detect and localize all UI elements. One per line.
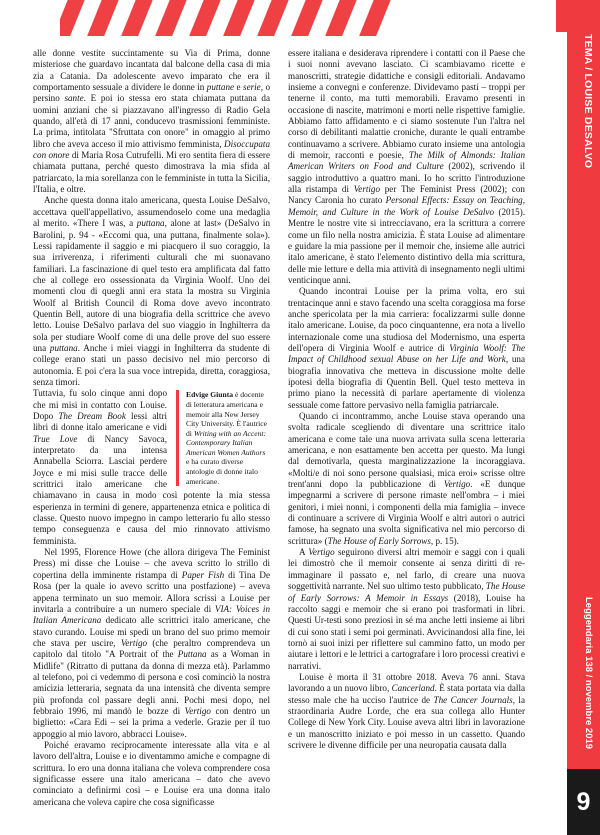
author-bio-box — [176, 390, 270, 486]
paragraph: Anche questa donna italo americana, questa Louise DeSalvo, accettava quell'appellativo, assumendoselo come una medaglia al merito. «There I was, a puttana, alone at last» (DeSalvo in Barolini, p. 94 - «Eccomi qua, una puttana, finalmente sola»). Lessi rapidamente il saggio e mi piacquero il suo coraggio, la sua irriverenza, i riferimenti culturali che mi suonavano familiari. La fascinazione di quel testo era amplificata dal fatto che al college ero ossessionata da Virginia Woolf. Uno dei momenti clou di quegli anni era stata la mostra su Virginia Woolf al British Council di Roma dove avevo incontrato Quentin Bell, autore di una biografia della scrittrice che avevo letto. Louise DeSalvo parlava del suo viaggio in Inghilterra da sola per studiare Woolf come di una delle prove del suo essere una puttana. Anche i miei viaggi in Inghilterra da studente di college erano stati un passo decisivo nel mio percorso di autonomia. E poi c'era la sua voce intrepida, diretta, coraggiosa, senza timori. — [33, 195, 270, 387]
paragraph: Louise è morta il 31 ottobre 2018. Aveva 76 anni. Stava lavorando a un nuovo libro, Cancerland. È stata portata via dalla stesso male che ha ucciso l'autrice de The Cancer Journals, la straordinaria Audre Lorde, che era sua collega allo Hunter College di New York City. Louise aveva altri libri in lavorazione e un manoscritto iniziato e poi messo in un cassetto. Quando scrivere le divenne difficile per una neuropatia causata dalla — [288, 671, 526, 750]
section-label: TEMA / LOUISE DESALVO — [582, 34, 594, 169]
paragraph: Tuttavia, fu solo cinque anni dopo che mi misi in contatto con Louise. Dopo The Dream Book lessi altri libri di donne italo americane e vidi True Love di Nancy Savoca, interpretato da una intensa Annabella Sciorra. Lasciai perdere Joyce e mi misi sulle tracce delle scrittrici italo americane che chiamavano in causa in modo così potente la mia stessa esperienza in termini di genere, appartenenza etnica e politica di classe. Questo nuovo impegno in campo letterario fu allo stesso tempo conseguenza e causa del mio rinnovato attivismo femminista. — [33, 388, 270, 546]
left-column — [33, 48, 270, 807]
paragraph: Poiché eravamo reciprocamente interessate alla vita e al lavoro dell'altra, Louise e io diventammo amiche e compagne di scrittura. Io ero una donna italiana che voleva comprendere cosa significasse essere una italo americana – dato che avevo cominciato a definirmi così – e Louise era una donna italo americana che voleva capire che cosa significasse — [33, 739, 270, 807]
paragraph: Quando ci incontrammo, anche Louise stava operando una svolta radicale scegliendo di diventare una scrittrice italo americana e come tale una nuova arrivata sulla scena letteraria americana, e non esattamente ben accetta per questo. Ma lungi dal demotivarla, questa marginalizzazione la incoraggiava. «Molti/e di noi sono persone qualsiasi, mica eroi» scrisse oltre trent'anni dopo la pubblicazione di Vertigo. «E dunque impegnarmi a scrivere di persone rimaste nell'ombra – i miei genitori, i miei nonni, i componenti della mia famiglia – invece di continuare a scrivere di Virginia Woolf e altri autori o autrici famose, ha segnato una svolta significativa nel mio percorso di scrittura» (The House of Early Sorrows, p. 15). — [288, 411, 525, 546]
issue-label: Leggendaria 138 / novembre 2019 — [583, 596, 594, 749]
paragraph: alle donne vestite succintamente su Via di Prima, donne misteriose che guardavo incantata dal balcone della casa di mia zia a Catania. Da adolescente avevo imparato che era il comportamento sessuale a dividere le donne in puttane e serie, o persino sante. E poi io stessa ero stata chiamata puttana da uomini anziani che si piazzavano all'ingresso di Radio Gela quando, all'età di 17 anni, conducevo trasmissioni femministe. La prima, intitolata "Sfruttata con onore" in omaggio al primo libro che aveva acceso il mio attivismo femminista, Disoccupata con onore di Maria Rosa Cutrufelli. Mi ero sentita fiera di essere chiamata puttana, perché questo dimostrava la mia sfida al patriarcato, la mia sorellanza con le femministe in tutta la Sicilia, l'Italia, e oltre. — [33, 48, 270, 195]
article-body — [33, 48, 526, 807]
paragraph: Nel 1995, Florence Howe (che allora dirigeva The Feminist Press) mi disse che Louise – che aveva scritto lo strillo di copertina della imminente ristampa di Paper Fish di Tina De Rosa (per la quale io avevo scritto una postfazione) – aveva appena terminato un suo memoir. Allora scrissi a Louise per invitarla a contribuire a un numero speciale di VIA: Voices in Italian Americana dedicato alle scrittrici italo americane, che stavo curando. Louise mi spedì un brano del suo primo memoir che stava per uscire, Vertigo (che peraltro comprendeva un capitolo dal titolo "A Portrait of the Puttana as a Woman in Midlife" (Ritratto di puttana da donna di mezza età). Parlammo al telefono, poi ci vedemmo di persona e così cominciò la nostra amicizia letteraria, segnata da una intensità che diventa sempre più profonda col passare degli anni. Pochi mesi dopo, nel febbraio 1996, mi mandò le bozze di Vertigo con dentro un biglietto: «Cara Edi – sei la prima a vederle. Grazie per il tuo appoggio al mio lavoro, abbracci Louise». — [33, 547, 270, 739]
right-column — [288, 48, 525, 800]
paragraph: essere italiana e desiderava riprendere i contatti con il Paese che i suoi nonni avevano lasciato. Ci scambiavamo ricette e manoscritti, strategie didattiche e consigli editoriali. Andavamo insieme a convegni e conferenze. Dividevamo pasti – troppi per tenerne il conto, ma tutti memorabili. Eravamo presenti in occasione di nascite, matrimoni e morti nelle rispettive famiglie. Abbiamo fatto affidamento e ci siamo sostenute l'un l'altra nel corso di debilitanti malattie croniche, durante le quali entrambe continuavamo a scrivere. Abbiamo curato insieme una antologia di memoir, racconti e poesie, The Milk of Almonds: Italian American Writers on Food and Culture (2002), scrivendo il saggio introduttivo a quattro mani. Io ho scritto l'introduzione alla ristampa di Vertigo per The Feminist Press (2002); con Nancy Caronia ho curato Personal Effects: Essay on Teaching, Memoir, and Culture in the Work of Louise DeSalvo (2015). Mentre le nostre vite si intrecciavano, era la scrittura a correre come un filo nella nostra amicizia. È stata Louise ad alimentare e guidare la mia passione per il memoir che, insieme alle autrici italo americane, è stato l'elemento distintivo della mia scrittura, delle mie letture e della mia attività di insegnamento negli ultimi venticinque anni. — [288, 48, 525, 285]
author-bio-text: Edvige Giunta è docente di letteratura americana e memoir alla New Jersey City University. È l'autrice di Writing with an Accent: Contemporary Italian American Women Authors e ha curato diverse antologie di donne italo americane. — [186, 390, 268, 486]
rail-white-gap — [556, 32, 567, 792]
decorative-stripes — [60, 0, 400, 36]
rail-top-accent — [556, 0, 567, 32]
page-number: 9 — [567, 769, 600, 835]
paragraph: A Vertigo seguirono diversi altri memoir e saggi con i quali lei dimostrò che il memoir consente ai senza diritti di re-immaginare il passato e, nel farlo, di creare una nuova soggettività narrante. Nel suo ultimo testo pubblicato, The House of Early Sorrows: A Memoir in Essays (2018), Louise ha raccolto saggi e memoir che si erano poi trasformati in libri. Questi Ur-testi sono preziosi in sé ma anche letti insieme ai libri di cui sono stati i semi poi germinati. Avvicinandosi alla fine, lei tornò ai suoi inizi per riflettere sul cammino fatto, un modo per aiutare i lettori e le lettrici a cartografare i loro processi creativi e narrativi. — [288, 547, 526, 671]
paragraph: Quando incontrai Louise per la prima volta, ero sui trentacinque anni e stavo facendo una scelta coraggiosa ma forse anche spericolata per la mia carriera: focalizzarmi sulle donne italo americane. Louise, da poco cinquantenne, era nota a livello internazionale come una studiosa del Modernismo, una esperta dell'opera di Virginia Woolf e autrice di Virginia Woolf: The Impact of Childhood sexual Abuse on her Life and Work, una biografia innovativa che metteva in discussione molte delle ipotesi della biografia di Quentin Bell. Quel testo metteva in primo piano la necessità di parlare apertamente di violenza sessuale come fattore pervasivo nella famiglia patriarcale. — [288, 286, 526, 410]
